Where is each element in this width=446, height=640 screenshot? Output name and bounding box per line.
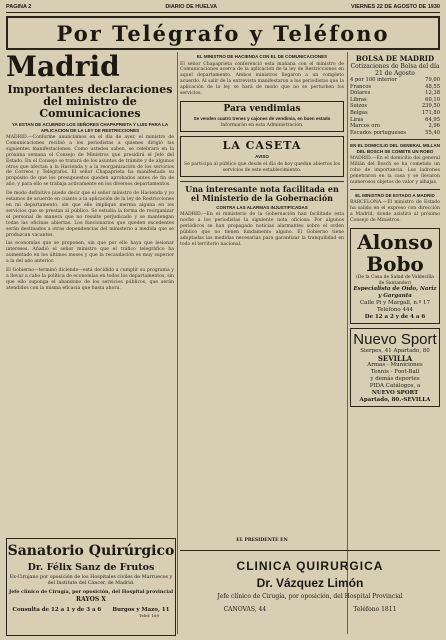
sanatorio-rayos: RAYOS X — [76, 596, 106, 603]
bolsa-rate-value: 79,00 — [425, 77, 440, 83]
bolsa-rate-row — [350, 117, 440, 124]
nuevo-sport-line-5: NUEVO SPORT — [371, 390, 419, 396]
madrid-subhead-right: EL MINISTRO DE HACIENDA CON EL DE COMUNICACIONES — [196, 54, 328, 59]
alonso-address: Calle Pi y Margall, n.º 17 — [359, 300, 431, 306]
bolsa-title: BOLSA DE MADRID — [355, 54, 435, 63]
sanatorio-address: Burgos y Mazo, 11 — [112, 607, 170, 613]
bolsa-rate-row — [350, 110, 440, 117]
alonso-specialty: Especialista de Oído, Nariz y Garganta — [353, 286, 437, 299]
nuevo-sport-ad — [350, 328, 440, 407]
sanatorio-line-1: Ex-Cirujano por oposición de los Hospitales civiles de Marruecos y del Instituto del Cáncer, de Madrid. — [9, 575, 173, 586]
bolsa-rate-label: 4 por 100 interior — [350, 77, 397, 83]
bolsa-rate-value: 64,95 — [425, 116, 440, 123]
vendimias-title: Para vendimias — [223, 103, 301, 114]
section-rule — [350, 139, 440, 140]
bolsa-rate-label: Marcos oro — [350, 123, 380, 130]
sanatorio-line-2: Jefe clínico de Cirugía, por oposición, del Hospital provincial — [8, 589, 174, 595]
bolsa-rate-row — [350, 97, 440, 104]
madrid-body-2: De modo definitivo puedo decir que el señor ministro de Hacienda y yo estamos de acuerdo en cuanto a la aplicación de la ley de Restricciones en mi departamento, sin que ello implique merma alguna en los servicios que se prestan al público. Se estudia la forma de reorganizar el personal de manera que no resulte perjudicado y se mantengan todas las oficinas abiertas. Los funcionarios que queden excedentes serán destinados a otras dependencias del ministerio a medida que se produzcan vacantes. — [6, 191, 174, 238]
sanatorio-doctor: Dr. Félix Sanz de Frutos — [27, 562, 155, 573]
nuevo-sport-line-3: y demás deportes — [370, 376, 420, 382]
bolsa-rate-row — [350, 90, 440, 97]
nuevo-sport-line-4: PIDA Catálogos, a — [369, 383, 421, 389]
gobernacion-body: MADRID.—En el ministerio de la Gobernación han facilitado esta noche a los periodistas la siguiente nota oficiosa: Por algunos periódicos se han propagado noticias alarmantes sobre el orden público que no tienen fundamento alguno. El Gobierno tiene adoptadas las medidas necesarias para garantizar la tranquilidad en todo el territorio nacional. — [180, 212, 344, 247]
madrid-body-col2-1: las economías que se proponen, sin que por ello haya que lesionar intereses. Añadió el señor ministro que el tráfico telegráfico ha aumentado en los últimos meses y que la recaudación es muy superior a la del año anterior. — [6, 241, 174, 265]
clinica-title: CLINICA QUIRURGICA — [236, 559, 384, 573]
column-divider — [177, 52, 178, 634]
nuevo-sport-line-2: Tennis - Foot-Ball — [370, 369, 420, 375]
sanatorio-phone: Telef. 169 — [139, 613, 159, 618]
alonso-phone: Teléfono 444 — [377, 307, 413, 313]
madrid-body-col2-3: El señor Chapaprieta conferenció esta mañana con el ministro de Comunicaciones acerca de la aplicación de la ley de Restricciones en aquel departamento. Ambos ministros llegaron a un completo acuerdo. Al salir de la entrevista manifestaron a los periodistas que la aplicación de la ley se hará de modo que no se perturben los servicios. — [180, 61, 344, 97]
bolsa-rate-label: Belgas — [350, 109, 368, 116]
section-rule — [180, 181, 344, 182]
ministro-estado-title: EL MINISTRO DE ESTADO A MADRID — [355, 192, 435, 198]
madrid-body-1: MADRID.—Conforme anunciamos en el día de ayer, el ministro de Comunicaciones recibió a los periodistas a quienes dirigió las siguientes manifestaciones: Como ustedes saben, se celebrará en la próxima semana el Consejo de Ministros que presidirá el Jefe del Estado. En el Consejo se tratará de los asuntos de trámite y de algunos otros que afectan a la Hacienda y a la reorganización de los servicios de Correos y Telégrafos. El señor Chapaprieta ha manifestado su propósito de que los presupuestos queden aprobados antes de fin de año, y para ello se trabaja activamente en los diversos departamentos. — [6, 135, 174, 188]
paper-name: DIARIO DE HUELVA — [165, 4, 218, 10]
sanatorio-title: Sanatorio Quirúrgico — [7, 543, 175, 559]
column-right — [350, 52, 440, 580]
madrid-subheads — [6, 122, 174, 133]
caseta-body: Se participa al público que desde el día de hoy quedan abiertos los servicios de este establecimiento. — [183, 161, 341, 173]
vendimias-body: Informarán en esta Administración. — [220, 123, 304, 129]
vendimias-subtitle: Se venden cuatro trenes y cajones de vendimia, en buen estado — [193, 115, 331, 121]
nuevo-sport-address: Sierpes, 41 Apartado, 80 — [360, 348, 430, 354]
bolsa-rate-label: Suizos — [350, 103, 368, 110]
section-banner — [6, 16, 440, 50]
alonso-ad — [350, 228, 440, 324]
clinica-footer — [180, 606, 440, 613]
bolsa-rate-value: 171,80 — [421, 109, 440, 116]
nuevo-sport-city: SEVILLA — [377, 354, 413, 363]
bolsa-rate-label: Francos — [350, 83, 372, 90]
bolsa-rate-row — [350, 103, 440, 110]
caseta-box — [180, 136, 344, 176]
nuevo-sport-title: Nuevo Sport — [353, 331, 437, 348]
bolsa-rate-value: 60,10 — [425, 96, 440, 103]
nuevo-sport-line-1: Armas - Municiones — [367, 362, 423, 368]
clinica-address: CANOVAS, 44 — [223, 605, 267, 613]
madrid-subhead-left: YA ESTAN DE ACUERDO LOS SEÑORES CHAPAPRIETA Y LUIS PARA LA APLICACION DE LA LEY DE RESTRICCIONES — [11, 122, 169, 133]
alonso-name: Alonso Bobo — [357, 230, 433, 276]
clinica-phone: Teléfono 1811 — [353, 605, 397, 613]
caseta-subtitle: AVISO — [255, 154, 269, 160]
footer-middle: EL PRESIDENTE EN — [236, 538, 288, 543]
bolsa-rate-row — [350, 123, 440, 130]
alonso-hours: De 12 a 2 y de 4 a 6 — [364, 314, 426, 320]
vendimias-box — [180, 101, 344, 132]
bolsa-rate-value: 239,50 — [421, 103, 440, 110]
bolsa-rate-value: 12,38 — [425, 90, 440, 97]
caseta-title: LA CASETA — [222, 139, 302, 153]
page-date: VIERNES 22 DE AGOSTO DE 1930 — [351, 4, 440, 10]
bolsa-rate-value: 2,96 — [428, 123, 440, 130]
sanatorio-hours: Consulta de 12 a 1 y de 3 a 6 — [12, 607, 102, 613]
column-divider — [347, 52, 348, 634]
gobernacion-subtitle: CONTRA LAS ALARMAS INJUSTIFICADAS — [216, 204, 308, 210]
column-left — [6, 52, 174, 534]
ministro-estado-body: BARCELONA.—El ministro de Estado ha salido en el expreso con dirección a Madrid, donde asistirá al próximo Consejo de Ministros. — [350, 200, 440, 224]
header-rule — [6, 12, 440, 13]
clinica-line-1: Jefe clínico de Cirugía, por oposición, del Hospital Provincial — [217, 593, 403, 600]
madrid-headline: Importantes declaraciones del ministro de Comunicaciones — [7, 83, 173, 120]
madrid-title: Madrid — [6, 52, 120, 83]
gobernacion-title: Una interesante nota facilitada en el Ministerio de la Gobernación — [185, 183, 339, 203]
madrid-body-col2-2: El Gobierno—terminó diciendo—está decidido a cumplir su programa y a llevar a cabo la política de economías en todos los departamentos, sin que ello suponga el abandono de los servicios públicos, que serán atendidos con la misma eficacia que hasta ahora. — [6, 268, 174, 291]
bolsa-rate-value: 48,55 — [425, 83, 440, 90]
sanatorio-ad — [6, 538, 176, 636]
bolsa-rate-label: Dólares — [350, 90, 371, 97]
bolsa-rate-value: 55,40 — [425, 129, 440, 136]
clinica-ad — [180, 550, 440, 635]
bolsa-rate-row — [350, 77, 440, 84]
alonso-subtitle: (De la Casa de Salud de Valdecilla de Santander) — [356, 275, 434, 286]
bolsa-rate-row — [350, 130, 440, 137]
clinica-doctor: Dr. Vázquez Limón — [256, 576, 364, 590]
page-label: PAGINA 2 — [6, 4, 32, 10]
page-header — [6, 2, 440, 12]
bosch-body: MADRID.—En el domicilio del general Millán del Bosch se ha cometido un robo de importancia. Los ladrones penetraron en la casa y se llevaron numerosos objetos de valor y alhajas. — [350, 156, 440, 185]
column-middle — [180, 52, 344, 586]
nuevo-sport-line-6: Apartado, 80.-SEVILLA — [359, 397, 431, 403]
bosch-title: EN EL DOMICILIO DEL GENERAL MILLAN DEL BOSCH SE COMETE UN ROBO — [350, 143, 440, 154]
banner-title: Por Telégrafo y Teléfono — [56, 20, 390, 46]
bolsa-subtitle: Cotizaciones de Bolsa del día 21 de Agosto — [350, 63, 440, 77]
bolsa-rate-label: Escudos portugueses — [350, 129, 406, 136]
bolsa-rates — [350, 77, 440, 136]
bolsa-rate-label: Libras — [350, 96, 367, 103]
section-rule — [350, 189, 440, 190]
bolsa-rate-label: Liras — [350, 116, 364, 123]
